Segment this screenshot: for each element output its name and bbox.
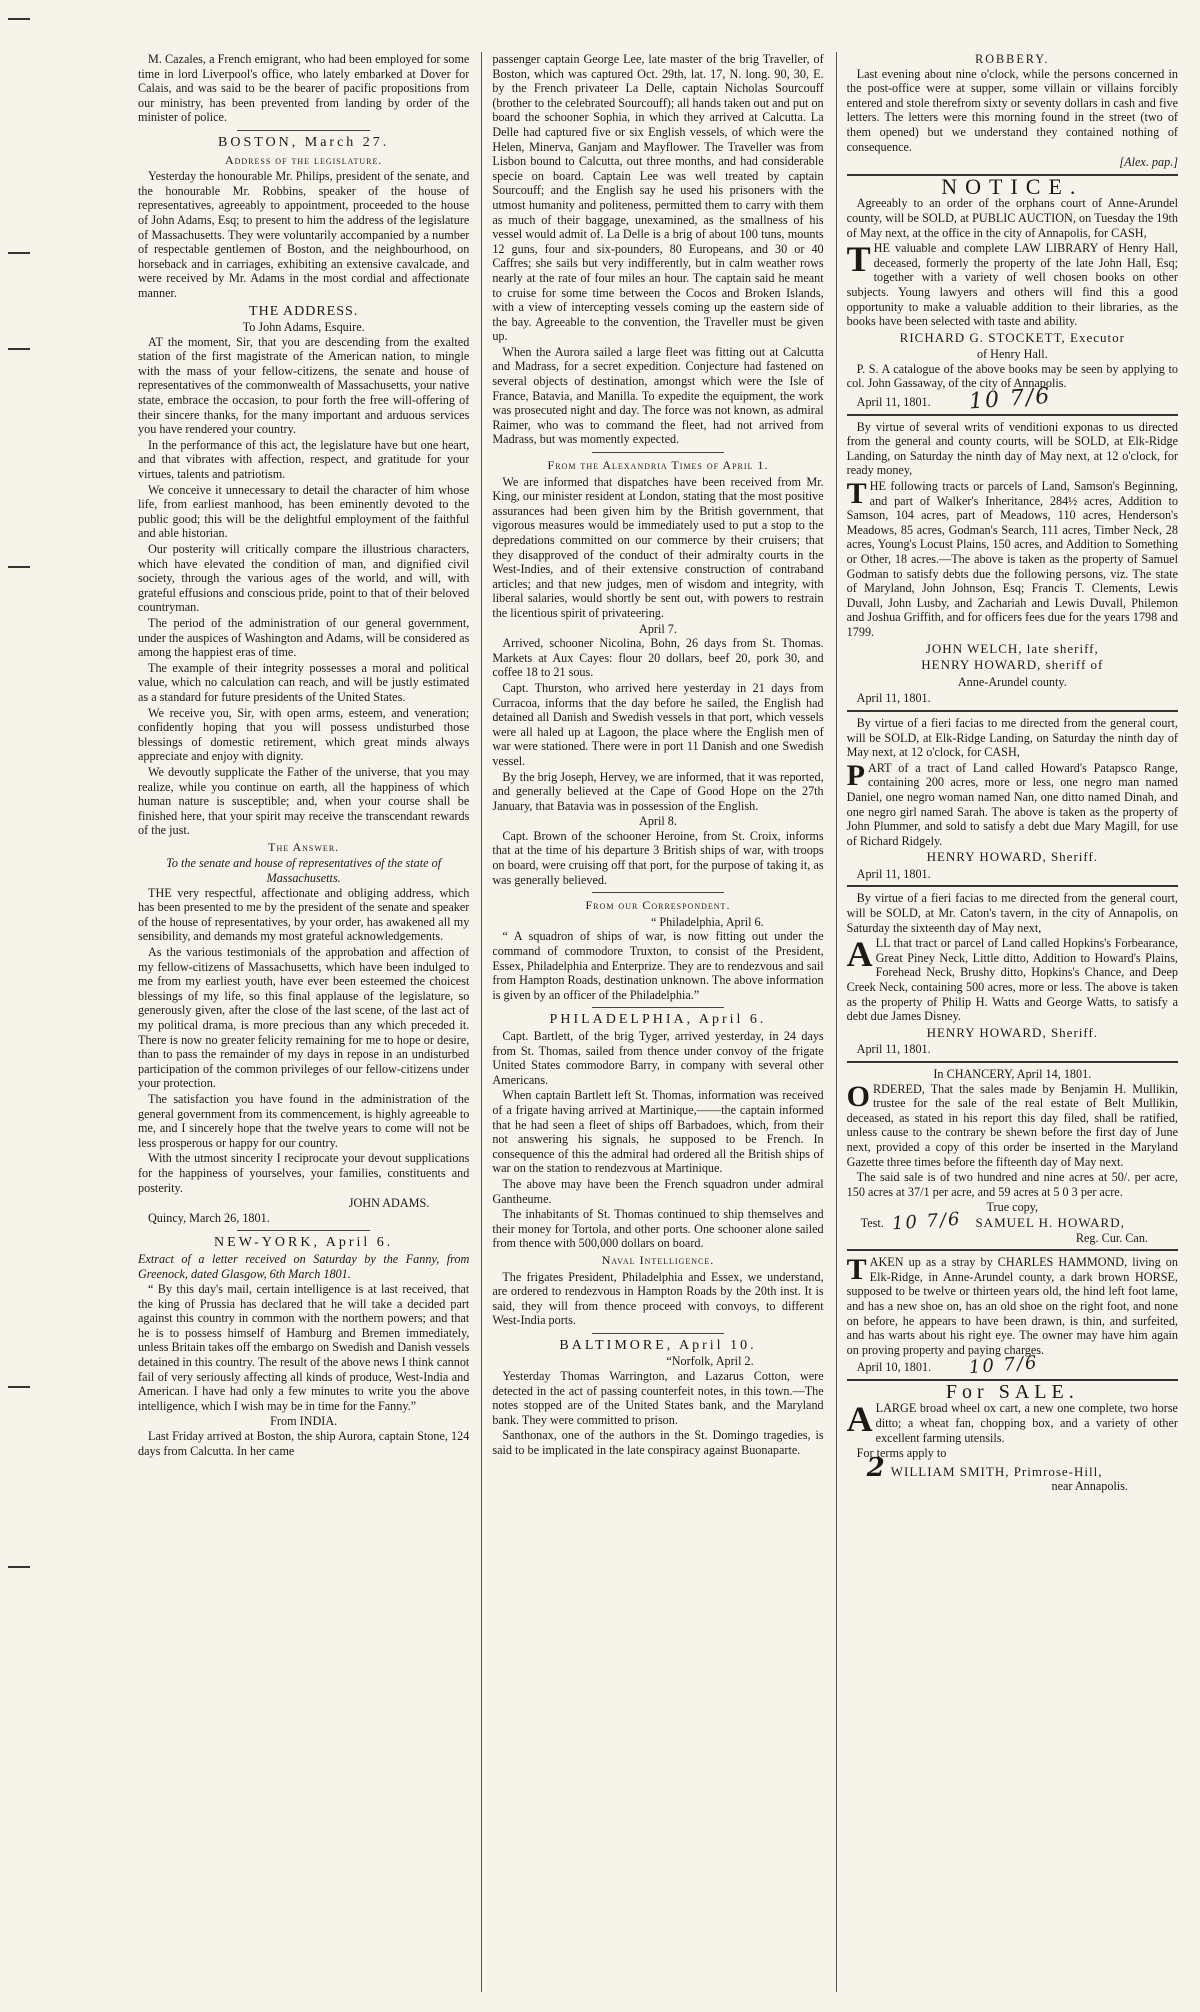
handwritten-annotation: 10 7/6: [891, 1208, 963, 1235]
divider: [237, 130, 370, 131]
sale-amount-paragraph: The said sale is of two hundred and nine acres at 50/. per acre, 150 acres at 37/1 per acre, and 59 acres at 5 0 3 per acre.: [846, 1170, 1178, 1199]
law-library-paragraph: [847, 241, 1178, 329]
norfolk-date: “Norfolk, April 2.: [666, 1354, 754, 1369]
quincy-date: Quincy, March 26, 1801.: [148, 1210, 270, 1225]
april-7-date: April 7.: [639, 621, 677, 636]
answer-title: The Answer.: [268, 839, 340, 854]
robbery-paragraph: Last evening about nine o'clock, while the persons concerned in the post-office were at supper, some villain or villains forcibly entered and stole therefrom sixty or seventy dollars in cash and five letters. The letters were this morning found in the street (two of them opened) but we understand they contained nothing of consequence.: [846, 66, 1178, 154]
stockett-signature-line2: of Henry Hall.: [976, 347, 1048, 362]
chancery-heading: In CHANCERY, April 14, 1801.: [933, 1067, 1092, 1081]
drop-cap: T: [846, 239, 871, 280]
address-paragraph: AT the moment, Sir, that you are descending from the exalted station of the first magistrate of the American nation, to mingle with the mass of your fellow-citizens, the senate and house of representatives of the commonwealth of Massachusetts, your native state, embrace the occasion, to pour forth the free will-offering of their sincere thanks, for the many important and arduous services you have rendered your country.: [138, 334, 470, 437]
divider: [592, 1007, 725, 1008]
address-title: THE ADDRESS.: [249, 303, 359, 319]
thurston-paragraph: Capt. Thurston, who arrived here yesterday in 21 days from Curracoa, informs that the day before he sailed, the English had detained all Danish and Swedish vessels in that port, which vessels were all haled up at Lagoon, the place where the English men of war were stationed. There were in port 11 Danish and one Swedish vessel.: [492, 680, 824, 768]
handwritten-number: 2: [866, 1452, 885, 1483]
stray-horse-paragraph: [847, 1255, 1178, 1357]
answer-paragraph: THE very respectful, affectionate and obliging address, which has been presented to me by the president of the senate and speaker of the house of representatives, by your order, has awakened all my sensibility, and demands my most grateful acknowledgements.: [138, 885, 470, 944]
fieri-facias-paragraph: By virtue of a fieri facias to me directed from the general court, will be SOLD, at Mr. Caton's tavern, in the city of Annapolis, on Saturday the sixteenth day of May next,: [846, 891, 1178, 935]
howard-signature: HENRY HOWARD, sheriff of: [921, 657, 1104, 673]
naval-heading: Naval Intelligence.: [601, 1252, 715, 1267]
postscript-paragraph: P. S. A catalogue of the above books may be seen by applying to col. John Gassaway, of the city of Annapolis.: [846, 361, 1178, 391]
howard-signature: HENRY HOWARD, Sheriff.: [926, 1024, 1099, 1040]
april-8-date: April 8.: [639, 814, 677, 829]
robbery-heading: ROBBERY.: [975, 52, 1050, 66]
drop-cap: A: [846, 934, 873, 975]
divider: [847, 885, 1178, 887]
cazales-paragraph: M. Cazales, a French emigrant, who had been employed for some time in lord Liverpool's office, who lately embarked at Dover for Calais, and was said to be the bearer of pacific propositions from our ministry, has been prevented from landing by order of the minister of police.: [138, 52, 470, 125]
address-paragraph: Our posterity will critically compare the illustrious characters, which have elevated the condition of man, and dignified civil society, through the various ages of the world, and will, with grateful effusions and conscious pride, point to that of their beloved countryman.: [138, 542, 470, 615]
answer-paragraph: With the utmost sincerity I reciprocate your devout supplications for the happiness of yourselves, your families, constituents and posterity.: [138, 1151, 470, 1195]
boston-dateline: BOSTON, March 27.: [218, 134, 390, 150]
notice-date: [847, 383, 1178, 415]
drop-cap: T: [846, 477, 867, 511]
divider: [847, 1249, 1178, 1251]
address-paragraph: We receive you, Sir, with open arms, esteem, and veneration; confidently hoping that you will possess undisturbed those blessings of domestic retirement, which great minds always appreciate and enjoy with dignity.: [138, 705, 470, 764]
columns: [138, 52, 1178, 1992]
forbearance-text: LL that tract or parcel of Land called Hopkins's Forbearance, Great Piney Neck, Little ditto, Addition to Howard's Plains, Forehead Neck, Brushy ditto, Hopkins's Chance, and Deep Creek Neck, containing 500 acres, more or less. The above is taken as the property of Philip H. Watts and George Watts, to satisfy a debt due James Disney.: [846, 936, 1178, 1024]
divider: [847, 1061, 1178, 1063]
notice-date: April 11, 1801.: [856, 1042, 931, 1057]
india-paragraph: Last Friday arrived at Boston, the ship Aurora, captain Stone, 124 days from Calcutta. In her came: [138, 1429, 470, 1458]
tortola-paragraph: The inhabitants of St. Thomas continued to ship themselves and their money for Tortola, and other ports. One schooner alone sailed from thence with 500,000 dollars on board.: [492, 1207, 824, 1251]
notice-date: April 11, 1801.: [856, 866, 931, 881]
notice-date: [847, 1352, 1178, 1379]
margin-mark: [8, 252, 30, 254]
law-library-text: HE valuable and complete LAW LIBRARY of Henry Hall, deceased, formerly the property of the late John Hall, Esq; together with a variety of well chosen books on other subjects. Young lawyers and others will find this a good opportunity to make a valuable addition to their libraries, as the books have been selected with taste and ability.: [846, 241, 1178, 329]
bartlett-paragraph: Capt. Bartlett, of the brig Tyger, arrived yesterday, in 24 days from St. Thomas, sailed from thence under convoy of the frigate United States commodore Barry, in company with several other Americans.: [492, 1029, 824, 1087]
test-line: [847, 1208, 1178, 1235]
patapsco-text: ART of a tract of Land called Howard's Patapsco Range, containing 200 acres, more or less, one negro man named Daniel, one negro woman named Nan, one ditto named Dinah, and one negro girl named Sarah. The above is taken as the property of John Plummer, and sold to satisfy a debt due Mary Magill, for use of Richard Ridgely.: [846, 760, 1178, 848]
notice-intro: Agreeably to an order of the orphans court of Anne-Arundel county, will be SOLD, at PUBLIC AUCTION, on Tuesday the 19th of May next, at the office in the city of Annapolis, for CASH,: [846, 196, 1178, 240]
ordered-paragraph: [846, 1079, 1178, 1170]
smith-signature: WILLIAM SMITH, Primrose-Hill,: [890, 1463, 1103, 1479]
stockett-signature: RICHARD G. STOCKETT, Executor: [899, 329, 1125, 345]
ordered-text: RDERED, That the sales made by Benjamin H. Mullikin, trustee for the sale of the real estate of Belt Mullikin, deceased, as stated in his report this day filed, shall be ratified, unless cause to the contrary be shewn before the first day of June next, provided a copy of this order be inserted in the Maryland Gazette three times before the fifteenth day of May next.: [846, 1081, 1178, 1169]
new-york-dateline: NEW-YORK, April 6.: [214, 1235, 394, 1251]
forbearance-paragraph: [847, 936, 1178, 1024]
divider: [237, 1230, 370, 1231]
drop-cap: A: [846, 1399, 873, 1440]
margin-mark: [8, 18, 30, 20]
answer-recipient: To the senate and house of representatives of the state of Massachusetts.: [166, 856, 442, 886]
terms-line: For terms apply to: [856, 1446, 947, 1461]
nicolina-paragraph: Arrived, schooner Nicolina, Bohn, 26 days from St. Thomas. Markets at Aux Cayes: flour 20 dollars, beef 20, pork 30, and coffee 18 to 21 sous.: [492, 636, 824, 680]
column-3: [836, 52, 1178, 1992]
registrar-line: Reg. Cur. Can.: [1075, 1230, 1148, 1245]
howard-signature: HENRY HOWARD, Sheriff.: [926, 849, 1099, 865]
aurora-paragraph: When the Aurora sailed a large fleet was fitting out at Calcutta and Madrass, for a secret expedition. Conjecture had fastened on several objects of destination, amongst which were the Isle of France, Batavia, and Manilla. To expedite the equipment, the work was prosecuted night and day. The force was not known, as admiral Raimer, who was to command the fleet, had not arrived from Madrass, but was momently expected.: [492, 344, 824, 447]
margin-mark: [8, 1386, 30, 1388]
alexandria-paragraph: We are informed that dispatches have been received from Mr. King, our minister resident at London, stating that the most positive assurances had been given him by the British government, that vigorous measures would be immediately used to put a stop to the depredations committed on our commerce by their cruisers; that they disapproved of the conduct of their admiralty courts in the West-Indies, and of their extensive construction of contraband articles; and that new judges, men of wisdom and integrity, with liberal salaries, would shortly be sent out, with powers to restrain the licentious spirit of privateering.: [492, 474, 824, 620]
counterfeit-paragraph: Yesterday Thomas Warrington, and Lazarus Cotton, were detected in the act of passing counterfeit notes, in this town.—The notes stopped are of the United States bank, and the Maryland bank. They were committed to prison.: [492, 1369, 824, 1427]
drop-cap: P: [846, 758, 865, 792]
prussia-paragraph: “ By this day's mail, certain intelligence is at last received, that the king of Prussia has declared that he will take a decided part against this country in common with the northern powers; and that he is to possess himself of Hamburg and Bremen immediately, unless Britain takes off the embargo on Swedish and Danish vessels detained in this country. The result of the above news I think cannot fail of very seriously affecting all kinds of produce, West-India and American. I have had only a few minutes to write you the above intelligence, which I wish may be in time for the Fanny.”: [138, 1282, 470, 1413]
welch-signature: JOHN WELCH, late sheriff,: [925, 640, 1099, 656]
patapsco-paragraph: [846, 758, 1178, 849]
robbery-source: [Alex. pap.]: [1119, 155, 1178, 170]
legislature-paragraph: Yesterday the honourable Mr. Philips, president of the senate, and the honourable Mr. Robbins, speaker of the house of representatives, agreeably to appointment, proceeded to the house of John Adams, Esq; to present to him the address of the legislature of Massachusetts. They were voluntarily accompanied by a number of respectable gentlemen of Boston, and the neighbourhood, on horseback and in carriages, exhibiting an extensive cavalcade, and were received by Mr. Adams in the most cordial and affectionate manner.: [138, 169, 470, 300]
correspondent-heading: From our Correspondent.: [585, 898, 731, 913]
smith-location: near Annapolis.: [1051, 1479, 1128, 1494]
joseph-paragraph: By the brig Joseph, Hervey, we are informed, that it was reported, and generally believed at the Cape of Good Hope on the 27th January, that Batavia was in possession of the English.: [492, 769, 824, 813]
drop-cap: T: [846, 1253, 867, 1287]
divider: [592, 452, 725, 453]
tracts-paragraph: [847, 479, 1178, 640]
martinique-paragraph: When captain Bartlett left St. Thomas, information was received of a frigate having arrived at Martinique,——the captain informed that he had seen a fleet of ships off Barbadoes, which, from their not answering his signals, he supposed to be French. In consequence of this the admiral had ordered all the British ships of war on the station to rendezvous at Martinique.: [492, 1088, 824, 1176]
margin-mark: [8, 348, 30, 350]
true-copy: True copy,: [986, 1200, 1039, 1215]
alexandria-heading: From the Alexandria Times of April 1.: [547, 458, 769, 473]
column-2: [481, 52, 823, 1992]
venditioni-paragraph: By virtue of several writs of venditioni exponas to us directed from the general and county courts, will be SOLD, at Elk-Ridge Landing, on Saturday the ninth day of May next, at 12 o'clock, for ready money,: [846, 419, 1178, 478]
answer-paragraph: As the various testimonials of the approbation and affection of my fellow-citizens of Massachusetts, which have been indulged to me from my earliest youth, have ever been esteemed the choicest blessings of my life, so this final applause of the legislature, so generously given, after the close of the last scene, of the last act of my political drama, is more precious than any which preceded it. There is now no greater felicity remaining for me to hope or desire, than to pass the remainder of my days in repose in an undisturbed participation of the common privileges of our fellow-citizens under your protection.: [138, 945, 470, 1091]
county-line: Anne-Arundel county.: [957, 674, 1067, 689]
heroine-paragraph: Capt. Brown of the schooner Heroine, from St. Croix, informs that at the time of his departure 3 British ships of war, with troops on board, were cruising off that port, for the purpose of taking it, as was generally believed.: [492, 828, 824, 887]
notice-date: April 11, 1801.: [856, 691, 931, 706]
naval-paragraph: The frigates President, Philadelphia and Essex, we understand, are ordered to rendezvous in Hampton Roads by the 20th inst. It is said, they will from thence proceed with convoys, to different West-India ports.: [492, 1269, 824, 1328]
new-york-extract-heading: Extract of a letter received on Saturday by the Fanny, from Greenock, dated Glasgow, 6th March 1801.: [138, 1251, 470, 1281]
address-paragraph: The example of their integrity possesses a moral and political value, which no calculation can reach, and will be justly estimated as a standard for future presidents of the United States.: [138, 660, 470, 704]
tracts-text: HE following tracts or parcels of Land, Samson's Beginning, and part of Walker's Inheritance, 284½ acres, Addition to Samson, 104 acres, part of Meadows, 110 acres, Henderson's Meadows, 85 acres, Godman's Search, 111 acres, Timber Neck, 28 acres, Young's Locust Plains, 150 acres, and Addition to Something or Other, 18 acres.—The above is taken as the property of Samuel Godman to satisfy debts due the following persons, viz. The state of Maryland, John Johnson, Esq; Francis T. Clements, Lewis Duvall, John Lusby, and Zachariah and Lewis Duvall, Philemon and Joshua Griffith, and for officers fees due for the years 1798 and 1799.: [846, 479, 1178, 639]
margin-mark: [8, 1566, 30, 1568]
date-text: April 10, 1801.: [856, 1360, 932, 1375]
santhonax-paragraph: Santhonax, one of the authors in the St. Domingo tragedies, is said to be implicated in the late conspiracy against Buonaparte.: [492, 1428, 824, 1458]
baltimore-dateline: BALTIMORE, April 10.: [559, 1337, 757, 1353]
date-text: April 11, 1801.: [856, 395, 931, 410]
divider: [592, 1333, 725, 1334]
samuel-howard-signature: SAMUEL H. HOWARD,: [975, 1214, 1125, 1230]
gantheume-paragraph: The above may have been the French squadron under admiral Gantheume.: [492, 1176, 824, 1206]
answer-paragraph: The satisfaction you have found in the administration of the general government from its commencement, is highly agreeable to me, and I sincerely hope that the twelve years to come will not be less prosperous or happy for our country.: [138, 1091, 470, 1150]
handwritten-annotation: 10 7/6: [967, 383, 1052, 415]
boston-subhead: Address of the legislature.: [224, 152, 383, 167]
notice-title: NOTICE.: [941, 173, 1084, 199]
traveller-paragraph: passenger captain George Lee, late master of the brig Traveller, of Boston, which was captured Oct. 29th, lat. 17, N. long. 90, 30, E. by the French privateer La Delle, captain Nicholas Sourcouff (brother to the celebrated Sourcouff); all hands taken out and put on board the schooner Sophia, in which they arrived at Calcutta. La Delle had captured five or six English vessels, of which were the Helen, Minerva, Ganjam and Mayflower. The Traveller was from Lisbon bound to Calcutta, out three months, and had considerable specie on board. Captain Lee was well treated by captain Sourcouff; and the English say he used his prisoners with the utmost humanity and politeness, permitted them to carry with them as much of their baggage, unexamined, as the smallness of his vessel would admit of. La Delle is a brig of about 100 tuns, mounts 12 guns, four and six-pounders, 80 Europeans, and 30 or 40 Caffres; she sails but very indifferently, but in calm weather rows nearly at the rate of four miles an hour. The captain said he meant to cruise for some time between the Cocos and Broken Islands, with a view of intercepting vessels coming up the eastern side of the bay. Agreeable to the convention, the Traveller must be given up.: [492, 52, 824, 344]
ox-cart-paragraph: [847, 1401, 1178, 1445]
address-paragraph: We devoutly supplicate the Father of the universe, that you may realize, while you continue on earth, all the happiness of which human nature is susceptible; and, when your course shall be finished here, that your spirit may receive the transcendant rewards of the just.: [138, 764, 470, 838]
drop-cap: O: [846, 1079, 870, 1113]
margin-mark: [8, 566, 30, 568]
test-label: Test.: [860, 1215, 884, 1230]
address-paragraph: We conceive it unnecessary to detail the character of him whose life, from earliest manhood, has been eminently devoted to the public good; this will be the delightful employment of the faithful and able historian.: [138, 482, 470, 541]
address-paragraph: In the performance of this act, the legislature have but one heart, and that vibrates with affection, respect, and gratitude for your virtues, talents and patriotism.: [138, 437, 470, 482]
for-sale-title: For SALE.: [945, 1380, 1079, 1403]
divider: [847, 414, 1178, 416]
adams-signature: JOHN ADAMS.: [348, 1196, 430, 1211]
address-paragraph: The period of the administration of our general government, under the auspices of Washington and Adams, will be considered as among the happiest eras of time.: [138, 615, 470, 660]
address-recipient: To John Adams, Esquire.: [242, 320, 365, 335]
handwritten-annotation: 10 7/6: [968, 1352, 1040, 1379]
divider: [592, 892, 725, 893]
correspondent-date: “ Philadelphia, April 6.: [650, 914, 764, 929]
india-title: From INDIA.: [270, 1414, 338, 1429]
squadron-paragraph: “ A squadron of ships of war, is now fitting out under the command of commodore Truxton, to consist of the President, Essex, Philadelphia and Enterprize. They are to rendezvous and sail from Hampton Roads, destination unknown. The above information is given by an officer of the Philadelphia.”: [492, 929, 824, 1002]
stray-horse-text: AKEN up as a stray by CHARLES HAMMOND, living on Elk-Ridge, in Anne-Arundel county, a dark brown HORSE, supposed to be twelve or thirteen years old, the hind left foot lame, and has a new shoe on, has an old shoe on the right foot, and none on before, he appears to have been drawn, is thin, and surfeited, and has warts about his right eye. The owner may have him again on proving property and paying charges.: [846, 1255, 1178, 1357]
divider: [847, 710, 1178, 712]
ox-cart-text: LARGE broad wheel ox cart, a new one complete, two horse ditto; a wheat fan, chopping box, and a variety of other excellent farming utensils.: [875, 1401, 1178, 1445]
fieri-facias-paragraph: By virtue of a fieri facias to me directed from the general court, will be SOLD, at Elk-Ridge Landing, on Saturday the ninth day of May next, at 12 o'clock, for CASH,: [846, 715, 1178, 760]
philadelphia-dateline: PHILADELPHIA, April 6.: [549, 1012, 767, 1028]
column-1: [138, 52, 469, 1992]
